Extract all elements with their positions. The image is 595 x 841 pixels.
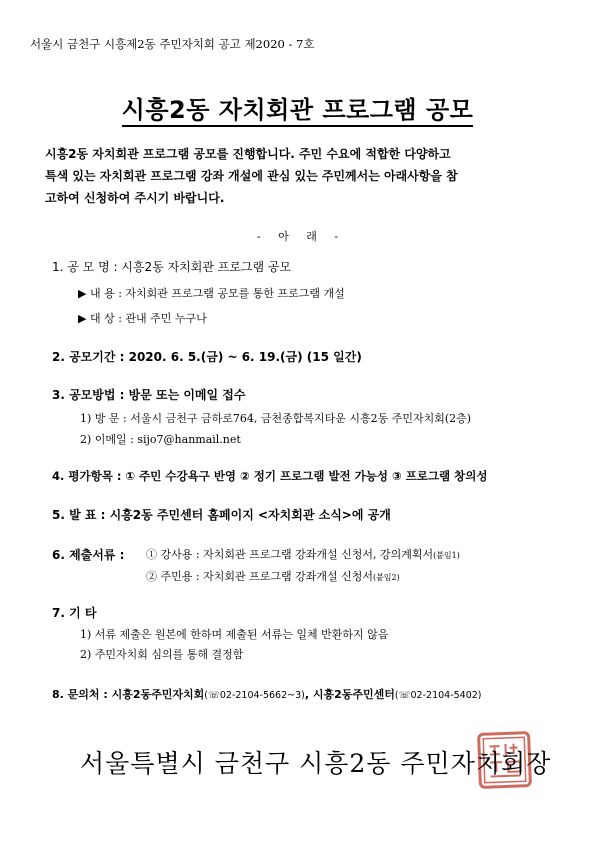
issuer-signature: 서울특별시 금천구 시흥2동 주민자치회장 bbox=[80, 749, 552, 778]
section2-heading: 2. 공모기간 : 2020. 6. 5.(금) ~ 6. 19.(금) (15 일간) bbox=[52, 350, 362, 364]
section7-heading: 7. 기 타 bbox=[52, 606, 97, 620]
arae-divider: - 아 래 - bbox=[256, 230, 339, 243]
section6-heading: 6. 제출서류 : bbox=[52, 548, 125, 562]
section3-heading: 3. 공모방법 : 방문 또는 이메일 접수 bbox=[52, 388, 246, 402]
section3-item-email: 2) 이메일 : sijo7@hanmail.net bbox=[80, 433, 241, 446]
section3-item-visit: 1) 방 문 : 서울시 금천구 금하로764, 금천종합복지타운 시흥2동 주민자치회(2층) bbox=[80, 412, 472, 425]
intro-line: 시흥2동 자치회관 프로그램 공모를 진행합니다. 주민 수요에 적합한 다양하고 bbox=[45, 147, 451, 161]
section8-contact: 8. 문의처 : 시흥2동주민자치회(☏02-2104-5662~3), 시흥2동주민센터(☏02-2104-5402) bbox=[52, 688, 482, 701]
page-title bbox=[0, 90, 595, 125]
section6-item-instructor: ① 강사용 : 자치회관 프로그램 강좌개설 신청서, 강의계획서(붙임1) bbox=[146, 548, 460, 561]
section1-item-content: ▶ 내 용 : 자치회관 프로그램 공모를 통한 프로그램 개설 bbox=[78, 287, 345, 300]
intro-paragraph bbox=[45, 143, 560, 209]
attachment-note: (붙임2) bbox=[372, 573, 400, 582]
title-text: 시흥2동 자치회관 프로그램 공모 bbox=[122, 96, 474, 127]
notice-number: 서울시 금천구 시흥제2동 주민자치회 공고 제2020 - 7호 bbox=[30, 37, 315, 51]
intro-line: 특색 있는 자치회관 프로그램 강좌 개설에 관심 있는 주민께서는 아래사항을 참 bbox=[45, 169, 458, 183]
phone-number: (☏02-2104-5662~3) bbox=[204, 690, 305, 701]
section7-item-1: 1) 서류 제출은 원본에 한하며 제출된 서류는 일체 반환하지 않음 bbox=[80, 628, 389, 641]
phone-number: (☏02-2104-5402) bbox=[394, 690, 482, 701]
section7-item-2: 2) 주민자치회 심의를 통해 결정함 bbox=[80, 648, 244, 661]
section6-item-resident: ② 주민용 : 자치회관 프로그램 강좌개설 신청서(붙임2) bbox=[146, 570, 400, 583]
section4-heading: 4. 평가항목 : ① 주민 수강욕구 반영 ② 정기 프로그램 발전 가능성 ③ 프로그램 창의성 bbox=[52, 469, 488, 483]
section1-heading: 1. 공 모 명 : 시흥2동 자치회관 프로그램 공모 bbox=[52, 260, 292, 274]
section1-item-target: ▶ 대 상 : 관내 주민 누구나 bbox=[78, 312, 207, 325]
attachment-note: (붙임1) bbox=[433, 551, 460, 560]
intro-line: 고하여 신청하여 주시기 바랍니다. bbox=[45, 191, 225, 205]
section5-heading: 5. 발 표 : 시흥2동 주민센터 홈페이지 <자치회관 소식>에 공개 bbox=[52, 508, 391, 522]
